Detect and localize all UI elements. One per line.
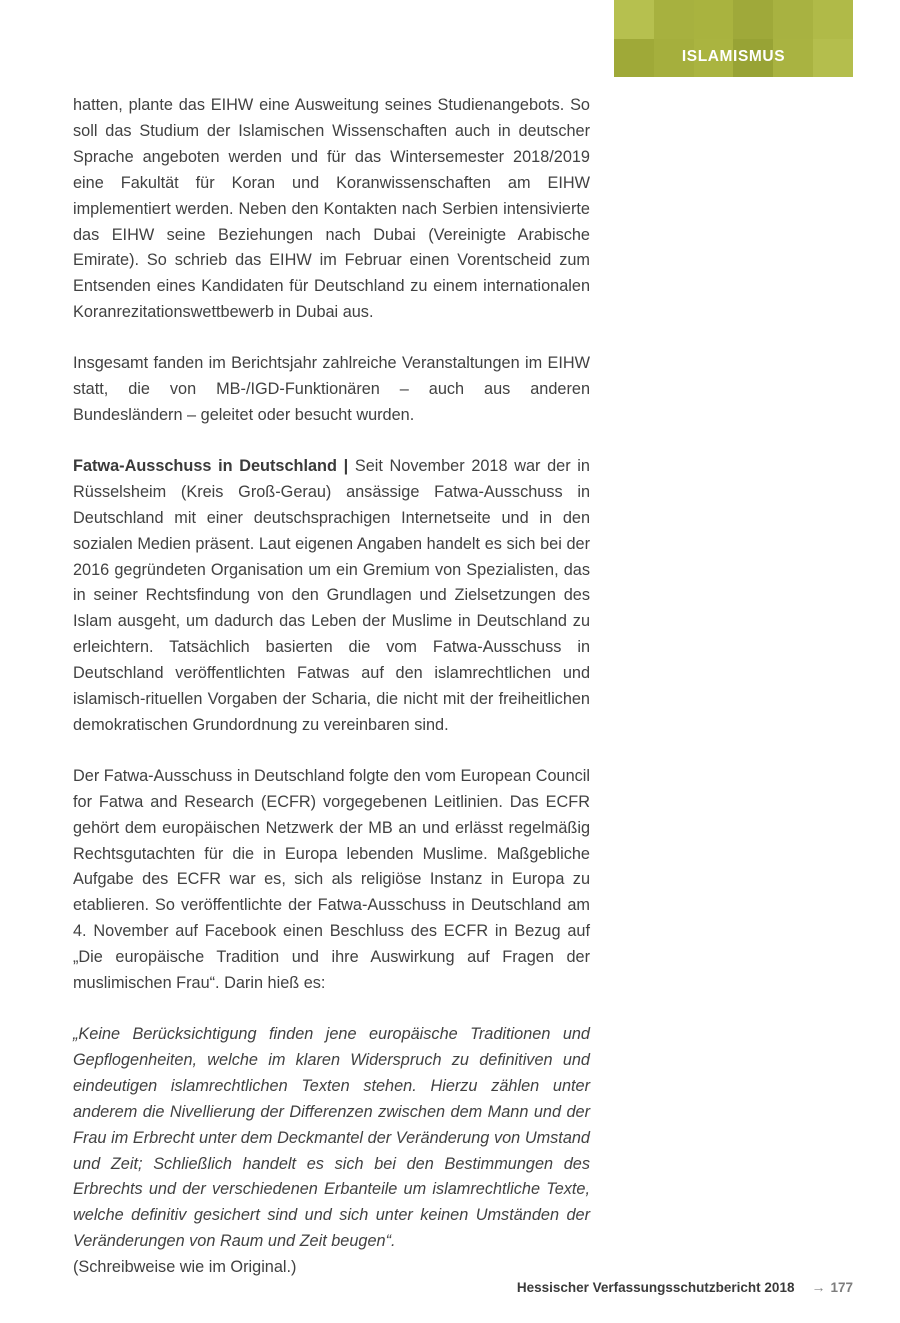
paragraph-lead-rest: Seit November 2018 war der in Rüsselsheim (Kreis Groß-Gerau) ansässige Fatwa-Ausschuss in Deutschland mit einer deutschsprachigen Internetseite und in den sozialen Medien präsent. Laut eigenen Angaben handelt es sich bei der 2016 gegründeten Organisation um ein Gremium von Spezialisten, das in seiner Rechtsfindung von den Grundlagen und Zielsetzungen des Islam ausgeht, um dadurch das Leben der Muslime in Deutschland zu erleichtern. Tatsächlich basierten die vom Fatwa-Ausschuss in Deutschland veröffentlichten Fatwas auf den islamrechtlichen und islamisch-rituellen Vorgaben der Scharia, die nicht mit der freiheitlichen demokratischen Grundordnung zu vereinbaren sind. [73, 456, 590, 734]
section-title: ISLAMISMUS [681, 48, 786, 65]
mosaic-cell [813, 0, 853, 39]
mosaic-cell [694, 0, 734, 39]
body-text-column [73, 93, 590, 1281]
page-number: 177 [830, 1280, 853, 1295]
mosaic-cell [614, 0, 654, 39]
quote-source-note: (Schreibweise wie im Original.) [73, 1258, 297, 1277]
mosaic-cell [773, 0, 813, 39]
paragraph-fatwa-ausschuss [73, 454, 590, 739]
paragraph-ecfr: Der Fatwa-Ausschuss in Deutschland folgte den vom European Council for Fatwa and Research (ECFR) vorgegebenen Leitlinien. Das ECFR gehört dem europäischen Netzwerk der MB an und erlässt regelmäßig Rechtsgutachten für die in Europa lebenden Muslime. Maßgebliche Aufgabe des ECFR war es, sich als religiöse Instanz in Europa zu etablieren. So veröffentlichte der Fatwa-Ausschuss in Deutschland am 4. November auf Facebook einen Beschluss des ECFR in Bezug auf „Die europäische Tradition und ihre Auswirkung auf Fragen der muslimischen Frau“. Darin hieß es: [73, 766, 590, 993]
header-mosaic [614, 0, 853, 77]
quote-paragraph: „Keine Berücksichtigung finden jene europäische Traditionen und Gepflogenheiten, welche im klaren Widerspruch zu definitiven und eindeutigen islamrechtlichen Texten stehen. Hierzu zählen unter anderem die Nivellierung der Differenzen zwischen dem Mann und der Frau im Erbrecht unter dem Deckmantel der Veränderung von Umstand und Zeit; Schließlich handelt es sich bei den Bestimmungen des Erbrechts und der verschiedenen Erbanteile um islamrechtliche Texte, welche definitiv gesichert sind und sich unter keinen Umständen der Veränderungen von Raum und Zeit beugen“. [73, 1025, 590, 1251]
mosaic-cell [654, 0, 694, 39]
arrow-right-icon: → [811, 1279, 826, 1295]
paragraph-lead-bold: Fatwa-Ausschuss in Deutschland | [73, 456, 355, 475]
paragraph-veranstaltungen: Insgesamt fanden im Berichtsjahr zahlreiche Veranstaltungen im EIHW statt, die von MB-/IGD-Funktionären – auch aus anderen Bundesländern – geleitet oder besucht wurden. [73, 354, 590, 424]
report-title: Hessischer Verfassungsschutzbericht 2018 [516, 1280, 795, 1295]
page-footer [517, 1279, 853, 1295]
mosaic-cell [733, 0, 773, 39]
paragraph-eihw-studienangebot: hatten, plante das EIHW eine Ausweitung seines Studienangebots. So soll das Studium der Islamischen Wissenschaften auch in deutscher Sprache angeboten werden und für das Wintersemester 2018/2019 eine Fakultät für Koran und Koranwissenschaften am EIHW implementiert werden. Neben den Kontakten nach Serbien intensivierte das EIHW seine Beziehungen nach Dubai (Vereinigte Arabische Emirate). So schrieb das EIHW im Februar einen Vorentscheid zum Entsenden eines Kandidaten für Deutschland zu einem internationalen Koranrezitationswettbewerb in Dubai aus. [73, 96, 590, 322]
